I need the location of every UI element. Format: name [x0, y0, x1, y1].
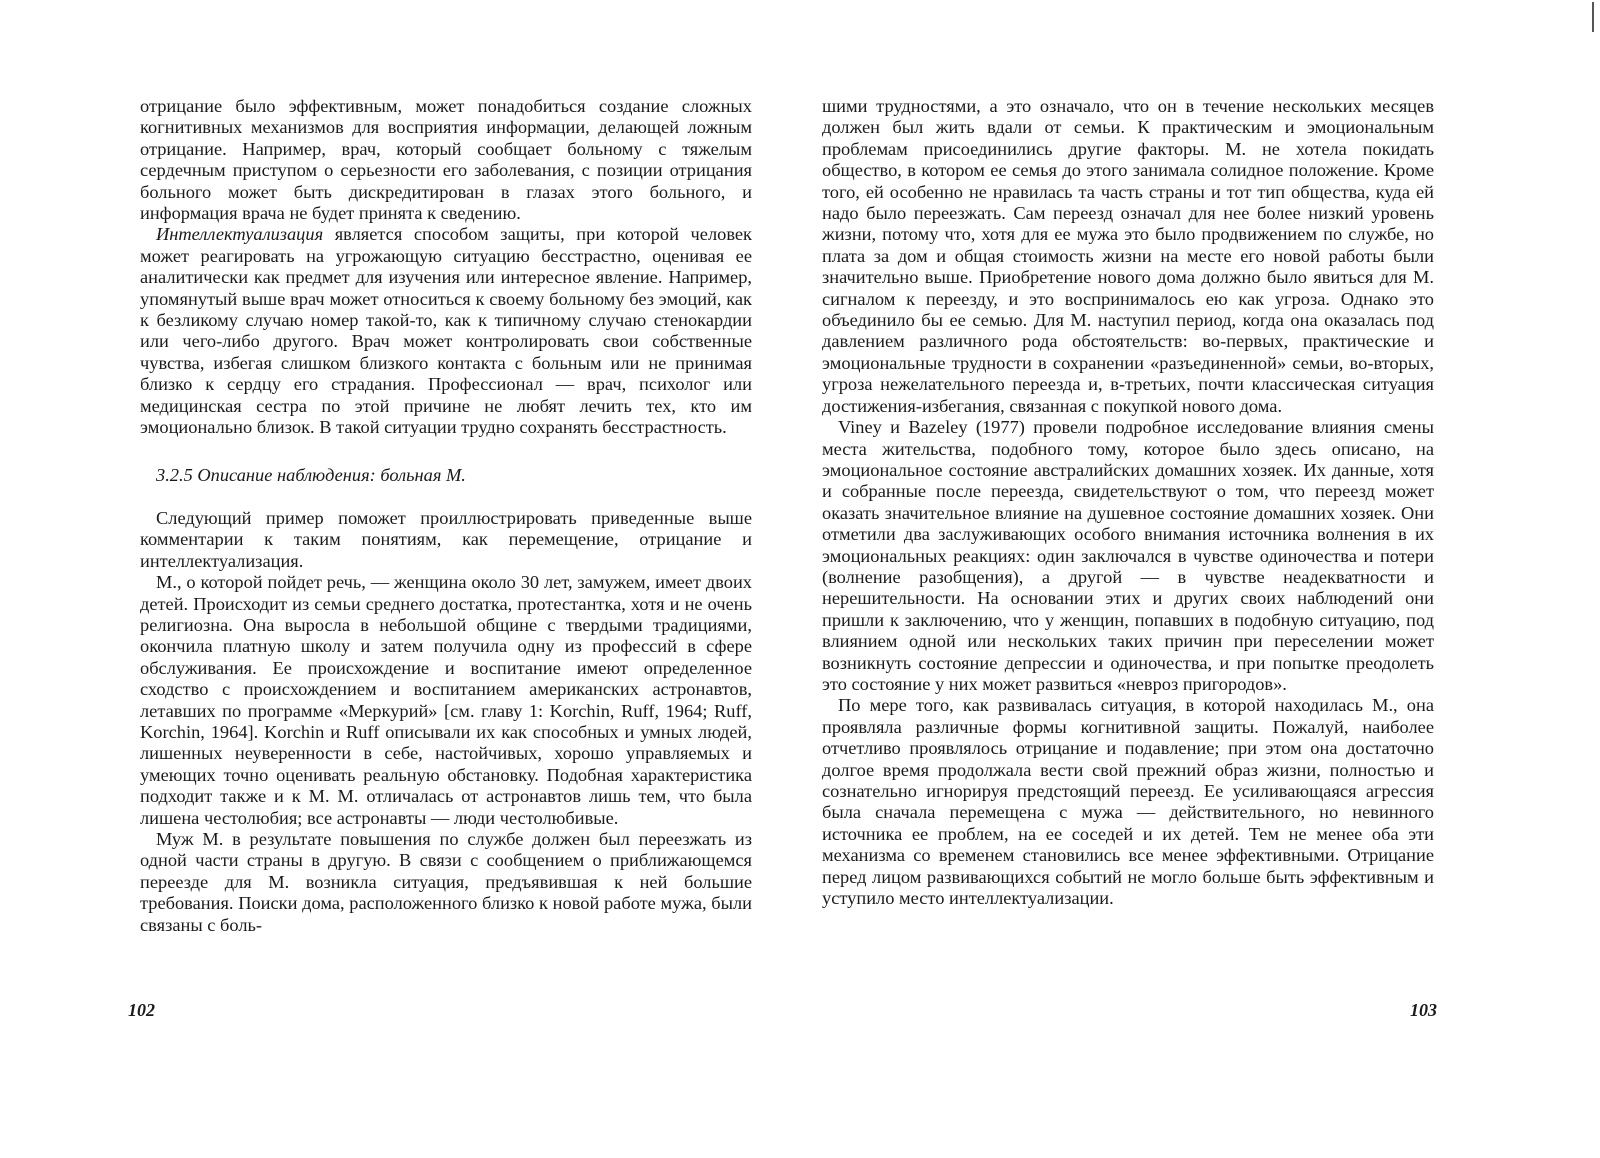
- left-page: [140, 96, 752, 936]
- right-paragraph-1: шими трудностями, а это означало, что он в течение нескольких месяцев должен был жить вдали от семьи. К практическим и эмоциональным проблемам присоединились другие факторы. М. не хотела покидать общество, в котором ее семья до этого занимала солидное положение. Кроме того, ей особенно не нравилась та часть страны и тот тип общества, куда ей надо было переезжать. Сам переезд означал для нее более низкий уровень жизни, потому что, хотя для ее мужа это было продвижением по службе, но плата за дом и общая стоимость жизни на месте его новой работы были значительно выше. Приобретение нового дома должно было явиться для М. сигналом к переезду, и это воспринималось ею как угроза. Однако это объединило бы ее семью. Для М. наступил период, когда она оказалась под давлением различного рода обстоятельств: во-первых, практические и эмоциональные трудности в сохранении «разъединенной» семьи, во-вторых, угроза нежелательного переезда и, в-третьих, почти классическая ситуация достижения-избегания, связанная с покупкой нового дома.: [822, 96, 1434, 416]
- left-paragraph-2: [140, 224, 752, 438]
- left-paragraph-1: отрицание было эффективным, может понадобиться создание сложных когнитивных механизмов для восприятия информации, делающей ложным отрицание. Например, врач, который сообщает больному с тяжелым сердечным приступом о серьезности его заболевания, с позиции отрицания больного может быть дискредитирован в глазах этого больного, и информация врача не будет принята к сведению.: [140, 96, 752, 224]
- scan-edge-mark: [1592, 2, 1594, 32]
- section-heading: 3.2.5 Описание наблюдения: больная М.: [156, 464, 466, 485]
- page-number-left: 102: [128, 1000, 155, 1020]
- left-paragraph-2-text: является способом защиты, при которой человек может реагировать на угрожающую ситуацию бесстрастно, оценивая ее аналитически как предмет для изучения или интересное явление. Например, упомянутый выше врач может относиться к своему больному без эмоций, как к безликому случаю номер такой-то, как к типичному случаю стенокардии или чего-либо другого. Врач может контролировать свои собственные чувства, избегая слишком близкого контакта с больным или не принимая близко к сердцу его страдания. Профессионал — врач, психолог или медицинская сестра по этой причине не любят лечить тех, кто им эмоционально близок. В такой ситуации трудно сохранять бесстрастность.: [140, 224, 752, 438]
- left-paragraph-5: Муж М. в результате повышения по службе должен был переезжать из одной части страны в другую. В связи с сообщением о приближающемся переезде для М. возникла ситуация, предъявившая к ней большие требования. Поиски дома, расположенного близко к новой работе мужа, были связаны с боль-: [140, 829, 752, 935]
- left-paragraph-4: М., о которой пойдет речь, — женщина около 30 лет, замужем, имеет двоих детей. Происходит из семьи среднего достатка, протестантка, хотя и не очень религиозна. Она выросла в небольшой общине с твердыми традициями, окончила платную школу и затем получила одну из профессий в сфере обслуживания. Ее происхождение и воспитание имеют определенное сходство с происхождением и воспитанием американских астронавтов, летавших по программе «Меркурий» [см. главу 1: Korchin, Ruff, 1964; Ruff, Korchin, 1964]. Korchin и Ruff описывали их как способных и умных людей, лишенных неуверенности в себе, настойчивых, хорошо управляемых и умеющих точно оценивать реальную обстановку. Подобная характеристика подходит также и к М. М. отличалась от астронавтов лишь тем, что была лишена честолюбия; все астронавты — люди честолюбивые.: [140, 572, 752, 828]
- page-number-right: 103: [1410, 1000, 1437, 1020]
- right-paragraph-2: Viney и Bazeley (1977) провели подробное исследование влияния смены места жительства, подобного тому, которое было здесь описано, на эмоциональное состояние австралийских домашних хозяек. Их данные, хотя и собранные после переезда, свидетельствуют о том, что переезд может оказать значительное влияние на душевное состояние домашних хозяек. Они отметили два заслуживающих особого внимания источника волнения в их эмоциональных реакциях: один заключался в чувстве одиночества и потери (волнение разобщения), а другой — в чувстве неадекватности и нерешительности. На основании этих и других своих наблюдений они пришли к заключению, что у женщин, попавших в подобную ситуацию, под влиянием одной или нескольких таких причин при переселении может возникнуть состояние депрессии и одиночества, и при попытке преодолеть это состояние у них может развиться «невроз пригородов».: [822, 417, 1434, 694]
- term-intellectualization: Интеллектуализация: [156, 224, 324, 245]
- right-paragraph-3: По мере того, как развивалась ситуация, в которой находилась М., она проявляла различные формы когнитивной защиты. Пожалуй, наиболее отчетливо проявлялось отрицание и подавление; при этом она достаточно долгое время продолжала вести свой прежний образ жизни, полностью и сознательно игнорируя предстоящий переезд. Ее усиливающаяся агрессия была сначала перемещена с мужа — действительного, но невинного источника ее проблем, на ее соседей и их детей. Тем не менее оба эти механизма со временем становились все менее эффективными. Отрицание перед лицом развивающихся событий не могло больше быть эффективным и уступило место интеллектуализации.: [822, 695, 1434, 909]
- right-page: [822, 96, 1434, 909]
- left-paragraph-3: Следующий пример поможет проиллюстрировать приведенные выше комментарии к таким понятиям, как перемещение, отрицание и интеллектуализация.: [140, 507, 752, 571]
